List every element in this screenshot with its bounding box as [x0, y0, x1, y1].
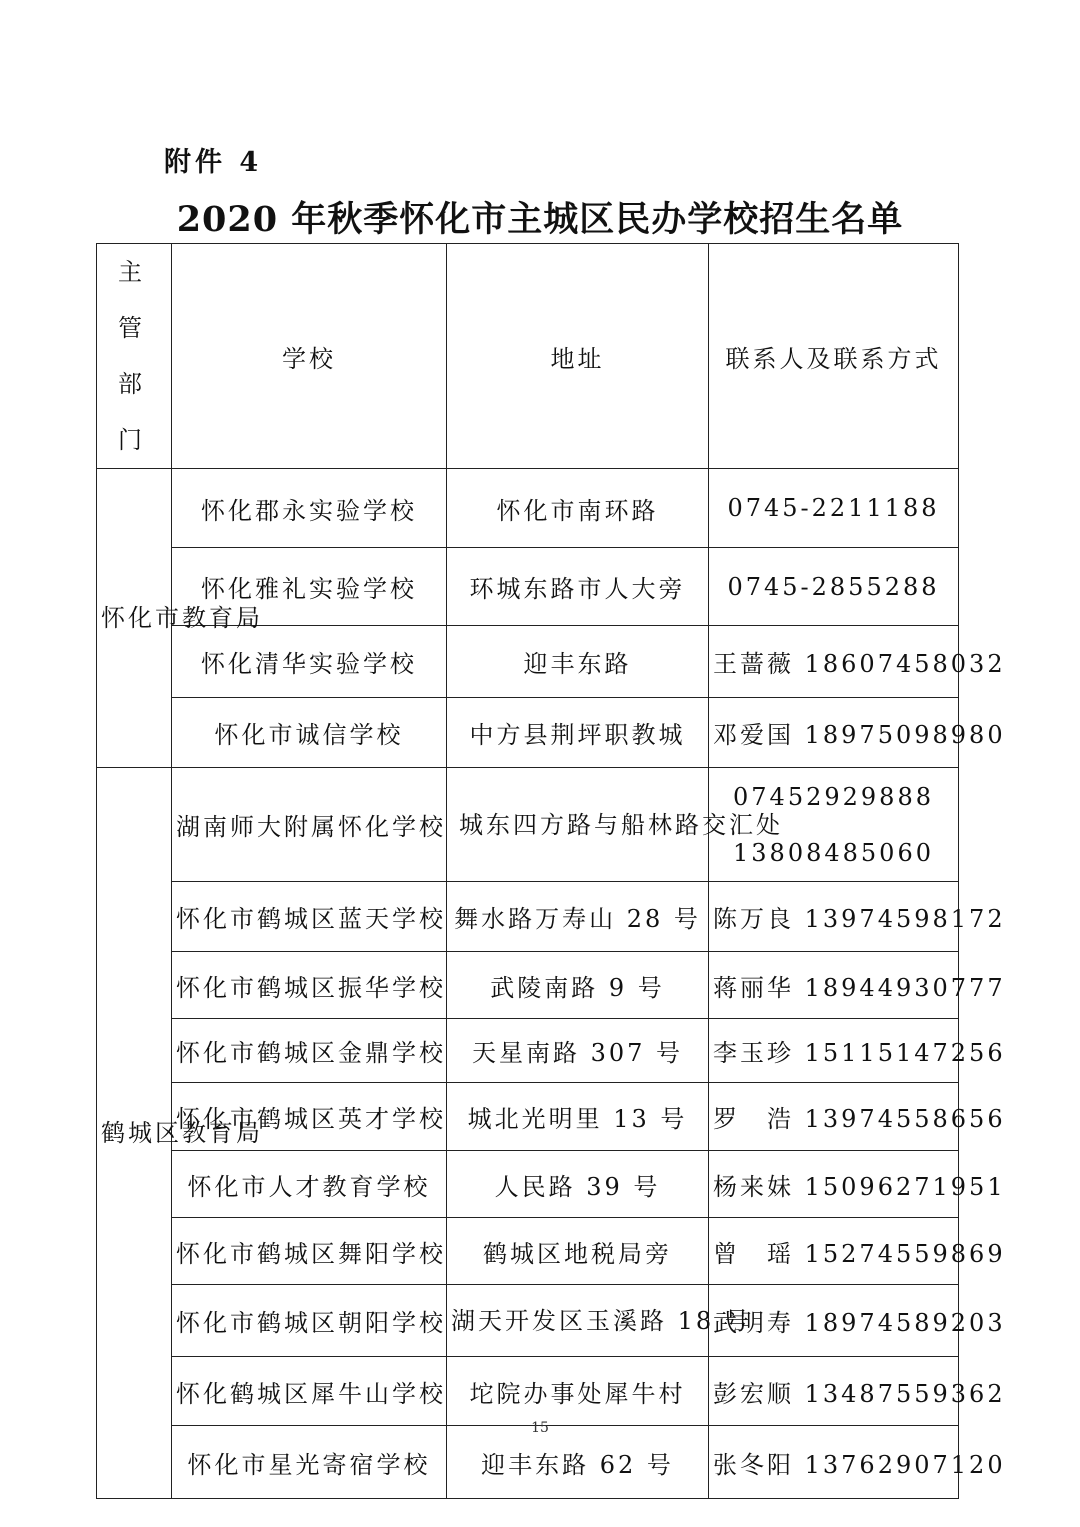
school-cell: 怀化市鹤城区英才学校: [172, 1083, 447, 1151]
contact-cell: 0745-2211188: [709, 469, 959, 548]
header-department: 主管部门: [97, 244, 172, 469]
school-cell: 怀化清华实验学校: [172, 626, 447, 698]
contact-cell: 张冬阳 13762907120: [709, 1426, 959, 1499]
address-cell: 中方县荆坪职教城: [447, 698, 709, 768]
address-cell: 坨院办事处犀牛村: [447, 1357, 709, 1426]
table-row: [97, 626, 959, 698]
table-row: [97, 1019, 959, 1083]
contact-phone-2: 13808485060: [733, 838, 934, 867]
contact-cell: 蒋丽华 18944930777: [709, 952, 959, 1019]
school-cell: 怀化市鹤城区振华学校: [172, 952, 447, 1019]
page-number: 15: [531, 1420, 549, 1436]
school-cell: 怀化市人才教育学校: [172, 1151, 447, 1218]
address-cell: 舞水路万寿山 28 号: [447, 882, 709, 952]
address-cell: 迎丰东路 62 号: [447, 1426, 709, 1499]
contact-cell: 陈万良 13974598172: [709, 882, 959, 952]
school-cell: 怀化市鹤城区金鼎学校: [172, 1019, 447, 1083]
contact-cell: 杨来妹 15096271951: [709, 1151, 959, 1218]
school-cell: 怀化市鹤城区蓝天学校: [172, 882, 447, 952]
header-row: [97, 244, 959, 469]
address-cell: 湖天开发区玉溪路 18 号: [447, 1285, 709, 1357]
table-row: [97, 1426, 959, 1499]
address-cell: 鹤城区地税局旁: [447, 1218, 709, 1285]
address-cell: 城东四方路与船林路交汇处: [447, 768, 709, 882]
contact-cell: 罗 浩 13974558656: [709, 1083, 959, 1151]
page-title: 2020 年秋季怀化市主城区民办学校招生名单: [176, 199, 904, 240]
table-row: [97, 952, 959, 1019]
school-cell: 怀化市鹤城区舞阳学校: [172, 1218, 447, 1285]
contact-cell: 0745-2855288: [709, 548, 959, 626]
table-row: [97, 698, 959, 768]
school-enrollment-table: [96, 243, 1006, 1499]
table-row: [97, 1218, 959, 1285]
contact-cell: 邓爱国 18975098980: [709, 698, 959, 768]
table-row: [97, 469, 959, 548]
school-cell: 怀化郡永实验学校: [172, 469, 447, 548]
address-cell: 人民路 39 号: [447, 1151, 709, 1218]
table-row: [97, 768, 959, 882]
header-contact: 联系人及联系方式: [709, 244, 959, 469]
header-address: 地址: [447, 244, 709, 469]
department-cell: 鹤城区教育局: [97, 768, 172, 1499]
school-cell: 怀化市鹤城区朝阳学校: [172, 1285, 447, 1357]
school-cell: 怀化鹤城区犀牛山学校: [172, 1357, 447, 1426]
header-school: 学校: [172, 244, 447, 469]
address-cell: 天星南路 307 号: [447, 1019, 709, 1083]
address-cell: 武陵南路 9 号: [447, 952, 709, 1019]
school-cell: 怀化雅礼实验学校: [172, 548, 447, 626]
contact-cell: 王蔷薇 18607458032: [709, 626, 959, 698]
contact-cell: 曾 瑶 15274559869: [709, 1218, 959, 1285]
contact-cell: 武明寿 18974589203: [709, 1285, 959, 1357]
school-cell: 怀化市星光寄宿学校: [172, 1426, 447, 1499]
attachment-label: 附件 4: [164, 147, 263, 178]
department-cell: 怀化市教育局: [97, 469, 172, 768]
address-cell: 怀化市南环路: [447, 469, 709, 548]
table-row: [97, 1151, 959, 1218]
contact-cell: 李玉珍 15115147256: [709, 1019, 959, 1083]
address-cell: 城北光明里 13 号: [447, 1083, 709, 1151]
table-row: [97, 1357, 959, 1426]
school-cell: 怀化市诚信学校: [172, 698, 447, 768]
table-row: [97, 882, 959, 952]
address-cell: 环城东路市人大旁: [447, 548, 709, 626]
contact-cell: 彭宏顺 13487559362: [709, 1357, 959, 1426]
contact-phone-1: 07452929888: [733, 782, 934, 811]
contact-cell: [709, 768, 959, 882]
address-cell: 迎丰东路: [447, 626, 709, 698]
school-cell: 湖南师大附属怀化学校: [172, 768, 447, 882]
table-row: [97, 1285, 959, 1357]
